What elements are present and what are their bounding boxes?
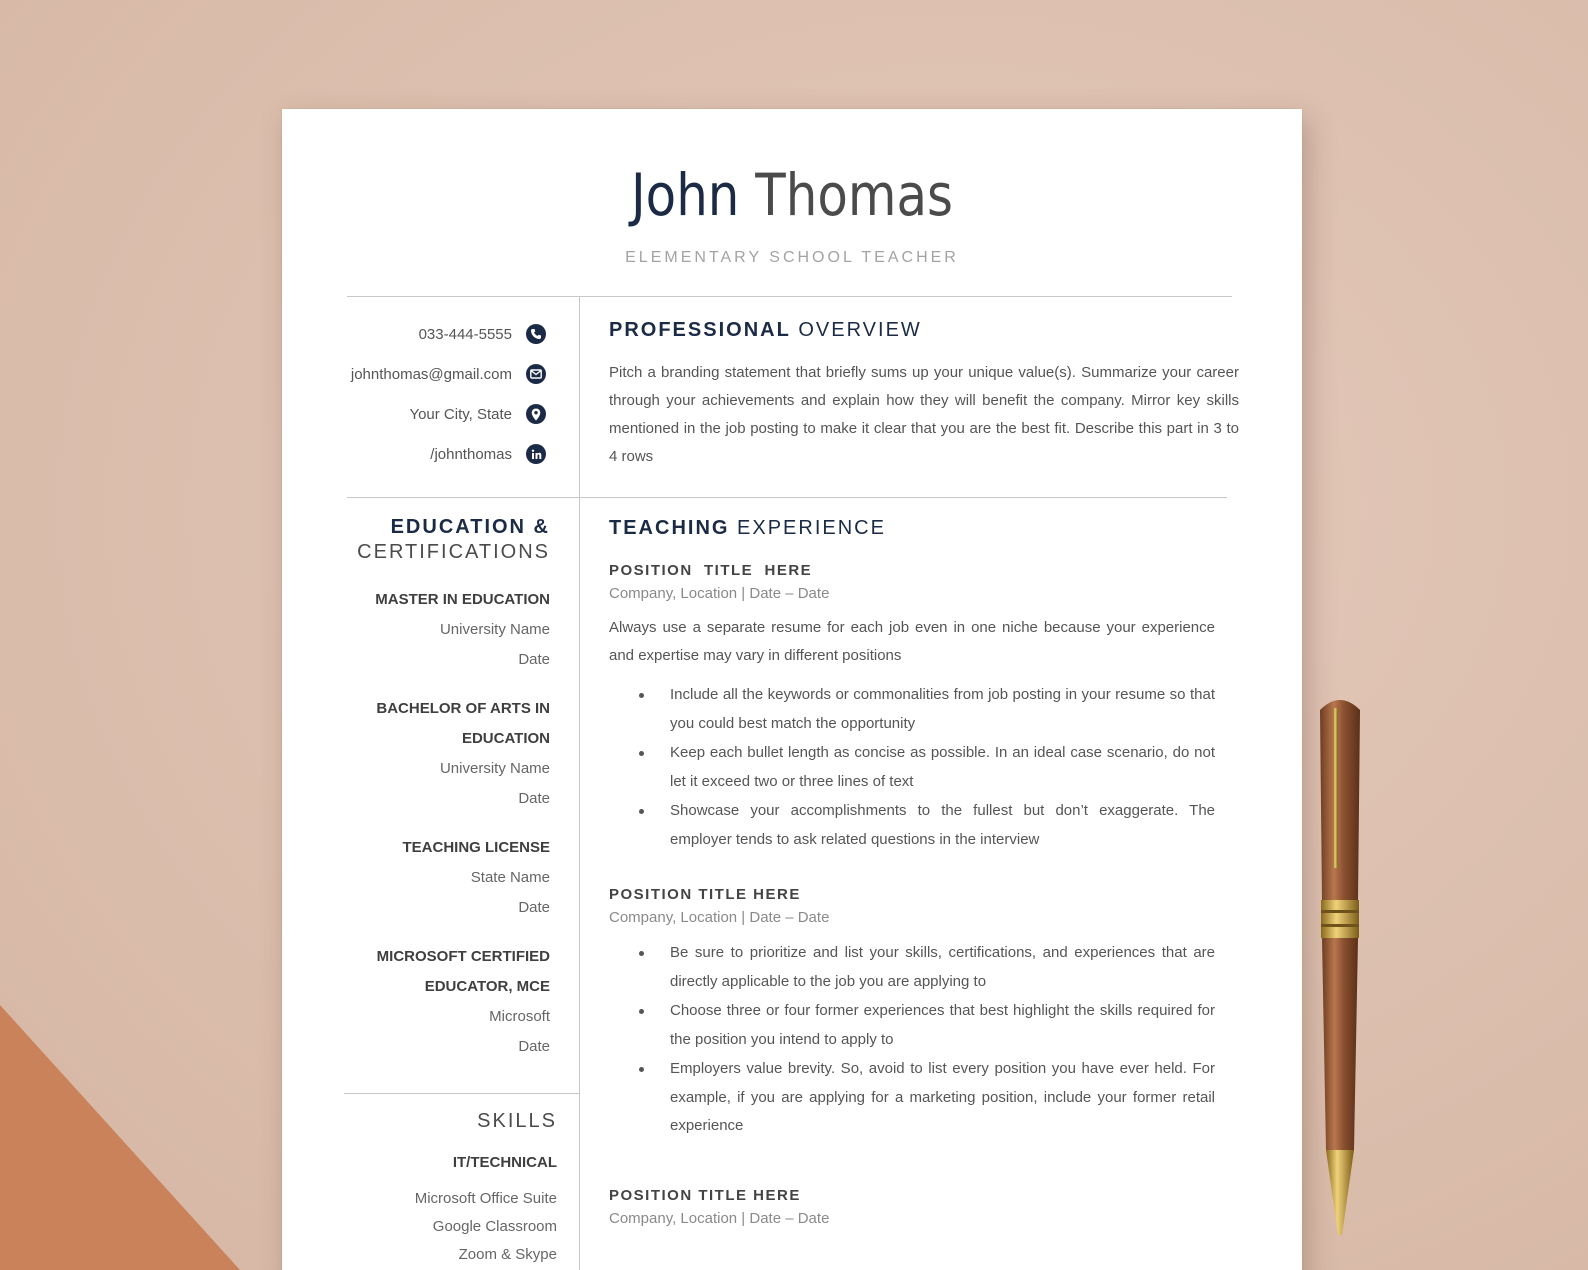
degree-date: Date xyxy=(518,790,550,807)
position-summary: Always use a separate resume for each job even in one niche because your experience and expertise may vary in different positions xyxy=(609,619,1215,664)
position-meta: Company, Location | Date – Date xyxy=(609,909,830,926)
phone-icon xyxy=(526,324,546,344)
institution-name: University Name xyxy=(439,621,550,638)
license-date: Date xyxy=(518,899,550,916)
phone-text: 033-444-5555 xyxy=(418,325,512,343)
pen-decoration xyxy=(1310,690,1370,1250)
bullet-item xyxy=(609,739,1215,796)
bullet-dot xyxy=(639,1009,644,1014)
bullet-dot xyxy=(639,751,644,756)
certification-title-line2: EDUCATOR, MCE xyxy=(424,978,550,995)
degree-title: MASTER IN EDUCATION xyxy=(375,591,550,608)
position-entry xyxy=(609,1187,1215,1227)
position-entry xyxy=(609,886,1215,1141)
position-bullets xyxy=(609,681,1215,854)
linkedin-icon xyxy=(526,444,546,464)
bullet-text: Showcase your accomplishments to the fullest but don’t exaggerate. The employer tends to ask related questions in the interview xyxy=(670,802,1215,848)
candidate-name xyxy=(353,161,1230,229)
institution-name: University Name xyxy=(439,760,550,777)
skills-heading-text: SKILLS xyxy=(477,1110,557,1132)
contact-linkedin xyxy=(430,442,546,466)
bullet-item xyxy=(609,939,1215,996)
certification-date: Date xyxy=(518,1038,550,1055)
education-divider xyxy=(344,1093,579,1094)
position-meta: Company, Location | Date – Date xyxy=(609,1209,830,1227)
education-item xyxy=(320,942,550,1062)
contact-email xyxy=(351,362,546,386)
education-item xyxy=(320,585,550,675)
overview-text: Pitch a branding statement that briefly sums up your unique value(s). Summarize your career through your achievements and explain how they will benefit the company. Mirror key skills mentioned in the job posting to make it clear that you are the best fit. Describe this part in 3 to 4 rows xyxy=(609,364,1239,465)
bullet-item xyxy=(609,997,1215,1054)
last-name: Thomas xyxy=(755,161,954,229)
education-item xyxy=(320,833,550,923)
skill-item: Zoom & Skype xyxy=(458,1246,557,1263)
email-text: johnthomas@gmail.com xyxy=(350,365,512,383)
bullet-text: Keep each bullet length as concise as possible. In an ideal case scenario, do not let it exceed two or three lines of text xyxy=(670,744,1215,790)
skills-heading xyxy=(327,1109,557,1134)
experience-section xyxy=(609,517,1215,1227)
header-divider xyxy=(347,296,1232,297)
license-title: TEACHING LICENSE xyxy=(402,839,550,856)
position-title: POSITION TITLE HERE xyxy=(609,1186,801,1204)
bullet-dot xyxy=(639,693,644,698)
bullet-text: Choose three or four former experiences that best highlight the skills required for the position you intend to apply to xyxy=(670,1002,1215,1048)
issuer-name: Microsoft xyxy=(489,1008,550,1025)
education-section xyxy=(320,515,550,1062)
issuer-name: State Name xyxy=(470,869,550,886)
bullet-item xyxy=(609,681,1215,738)
bullet-item xyxy=(609,797,1215,854)
job-title: ELEMENTARY SCHOOL TEACHER xyxy=(625,249,959,266)
bullet-dot xyxy=(639,1067,644,1072)
position-entry xyxy=(609,562,1215,854)
position-title: POSITION TITLE HERE xyxy=(609,886,801,903)
first-name: John xyxy=(630,161,740,229)
envelope-icon xyxy=(526,364,546,384)
position-bullets xyxy=(609,939,1215,1141)
education-item xyxy=(320,694,550,814)
education-heading xyxy=(320,515,550,565)
overview-heading-rest: OVERVIEW xyxy=(798,319,922,341)
bullet-text: Employers value brevity. So, avoid to list every position you have ever held. For example, if you are applying for a marketing position, include your former retail experience xyxy=(670,1060,1215,1134)
map-pin-icon xyxy=(526,404,546,424)
certification-title-line1: MICROSOFT CERTIFIED xyxy=(376,948,550,965)
overview-heading xyxy=(609,319,1239,342)
skill-item: Google Classroom xyxy=(432,1218,557,1235)
skills-section xyxy=(327,1109,557,1269)
degree-date: Date xyxy=(518,651,550,668)
contact-divider xyxy=(347,497,1227,498)
degree-title-line2: EDUCATION xyxy=(461,730,550,747)
skills-group-title: IT/TECHNICAL xyxy=(452,1154,557,1171)
degree-title-line1: BACHELOR OF ARTS IN xyxy=(376,700,550,717)
education-heading-line2: CERTIFICATIONS xyxy=(357,541,550,563)
column-divider xyxy=(579,296,580,1270)
bullet-dot xyxy=(639,951,644,956)
resume-page xyxy=(282,109,1302,1270)
education-heading-line1: EDUCATION & xyxy=(390,516,550,538)
bullet-text: Be sure to prioritize and list your skills, certifications, and experiences that are directly applicable to the job you are applying to xyxy=(670,944,1215,990)
location-text: Your City, State xyxy=(409,405,512,423)
overview-heading-bold: PROFESSIONAL xyxy=(609,319,791,341)
experience-heading-bold: TEACHING xyxy=(609,517,730,539)
position-meta: Company, Location | Date – Date xyxy=(609,585,830,602)
linkedin-text: /johnthomas xyxy=(430,445,512,463)
experience-heading xyxy=(609,517,1215,540)
contact-phone xyxy=(419,322,546,346)
bullet-item xyxy=(609,1055,1215,1141)
experience-heading-rest: EXPERIENCE xyxy=(737,517,886,539)
bullet-dot xyxy=(639,809,644,814)
overview-section xyxy=(609,319,1239,471)
position-title: POSITION TITLE HERE xyxy=(609,562,813,579)
skill-item: Microsoft Office Suite xyxy=(414,1190,557,1207)
bullet-text: Include all the keywords or commonalities from job posting in your resume so that you could best match the opportunity xyxy=(670,686,1215,732)
contact-location xyxy=(409,402,546,426)
